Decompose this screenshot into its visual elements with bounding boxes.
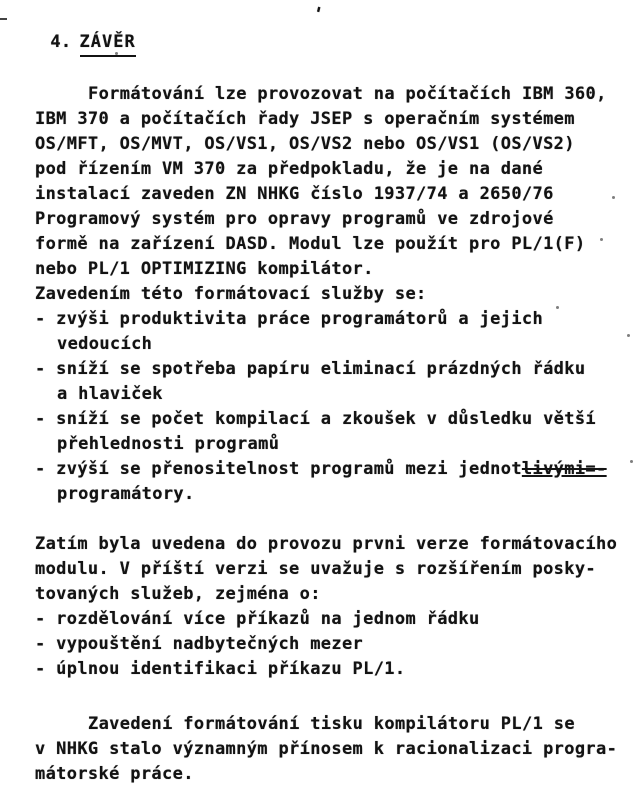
bullet-line: [35, 457, 621, 482]
text-line: IBM 370 a počítačích řady JSEP s operačním systémem: [35, 109, 575, 129]
section-number: 4.: [50, 32, 72, 52]
scan-noise-dot: [612, 196, 615, 199]
bullet-continuation-line: a hlaviček: [57, 384, 163, 404]
bullet-line: - vypouštění nadbytečných mezer: [35, 634, 364, 654]
scan-noise-dot: [556, 306, 559, 309]
text-line: formě na zařízení DASD. Modul lze použít pro PL/1(F): [35, 234, 586, 254]
text-line: instalací zaveden ZN NHKG číslo 1937/74 a 2650/76: [35, 184, 554, 204]
paragraph-closing: [35, 712, 621, 787]
bullet-continuation-line: přehlednosti programů: [57, 434, 280, 454]
text-line: Programový systém pro opravy programů ve zdrojové: [35, 209, 554, 229]
paragraph-intro: [35, 82, 621, 307]
text-line: Zatím byla uvedena do provozu prvni verze formátovacího: [35, 534, 618, 554]
scan-noise-dot: [115, 52, 118, 55]
text-line: OS/MFT, OS/MVT, OS/VS1, OS/VS2 nebo OS/VS1 (OS/VS2): [35, 134, 575, 154]
text-line: mátorské práce.: [35, 764, 194, 784]
text-line: tovaných služeb, zejména o:: [35, 584, 321, 604]
scan-noise-dot: [600, 238, 603, 241]
bullet-line: - sníží se spotřeba papíru eliminací prázdných řádku: [35, 359, 586, 379]
text-line: nebo PL/1 OPTIMIZING kompilátor.: [35, 259, 374, 279]
bullet-list-benefits: [35, 307, 621, 507]
section-title: ZÁVĚR: [80, 30, 136, 57]
paragraph-current-version: [35, 532, 621, 607]
bullet-text: - zvýší se přenositelnost programů mezi jednot: [35, 459, 522, 479]
bullet-line: - sníží se počet kompilací a zkoušek v důsledku větší: [35, 409, 596, 429]
text-line: Zavedením této formátovací služby se:: [35, 284, 427, 304]
text-line: Zavedení formátování tisku kompilátoru PL/1 se: [88, 714, 575, 734]
scan-noise-dot: [627, 334, 630, 337]
bullet-continuation-line: vedoucích: [57, 334, 153, 354]
text-line: Formátování lze provozovat na počítačích IBM 360,: [88, 84, 607, 104]
overstruck-text: livými=-: [521, 459, 607, 479]
bullet-line: - rozdělování více příkazů na jednom řádku: [35, 609, 480, 629]
bullet-line: - zvýši produktivita práce programátorů a jejich: [35, 309, 544, 329]
scan-noise-dot: [630, 460, 633, 463]
ink-mark: ': [309, 2, 326, 27]
text-line: modulu. V příští verzi se uvažuje s rozšířením posky-: [35, 559, 596, 579]
text-line: pod řízením VM 370 za předpokladu, že je na dané: [35, 159, 544, 179]
scan-noise-dash: [0, 18, 7, 20]
text-line: v NHKG stalo významným přínosem k racionalizaci progra-: [35, 739, 618, 759]
bullet-continuation-line: programátory.: [57, 484, 195, 504]
bullet-line: - úplnou identifikaci příkazu PL/1.: [35, 659, 406, 679]
bullet-list-planned-features: [35, 607, 621, 682]
